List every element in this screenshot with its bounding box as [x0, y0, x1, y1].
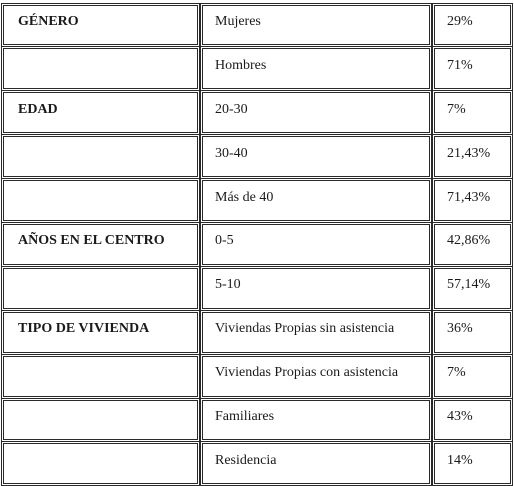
category-cell	[3, 356, 198, 397]
demographics-table	[3, 3, 511, 486]
category-cell: AÑOS EN EL CENTRO	[3, 224, 198, 265]
category-cell: EDAD	[3, 92, 198, 133]
item-cell: Residencia	[202, 443, 430, 484]
category-cell	[3, 136, 198, 177]
category-cell	[3, 268, 198, 309]
item-cell: 5-10	[202, 268, 430, 309]
category-cell	[3, 443, 198, 484]
category-cell	[3, 400, 198, 441]
item-cell: Más de 40	[202, 180, 430, 221]
category-cell	[3, 180, 198, 221]
item-cell: 0-5	[202, 224, 430, 265]
item-cell: 30-40	[202, 136, 430, 177]
item-cell: Familiares	[202, 400, 430, 441]
value-cell: 42,86%	[434, 224, 511, 265]
value-cell: 71,43%	[434, 180, 511, 221]
item-cell: Hombres	[202, 48, 430, 89]
item-cell: Mujeres	[202, 5, 430, 46]
value-cell: 7%	[434, 92, 511, 133]
value-cell: 7%	[434, 356, 511, 397]
category-cell	[3, 48, 198, 89]
item-cell: 20-30	[202, 92, 430, 133]
value-cell: 21,43%	[434, 136, 511, 177]
value-cell: 29%	[434, 5, 511, 46]
value-cell: 14%	[434, 443, 511, 484]
value-cell: 57,14%	[434, 268, 511, 309]
category-cell: GÉNERO	[3, 5, 198, 46]
category-cell: TIPO DE VIVIENDA	[3, 312, 198, 353]
item-cell: Viviendas Propias sin asistencia	[202, 312, 430, 353]
value-cell: 43%	[434, 400, 511, 441]
item-cell: Viviendas Propias con asistencia	[202, 356, 430, 397]
value-cell: 36%	[434, 312, 511, 353]
value-cell: 71%	[434, 48, 511, 89]
